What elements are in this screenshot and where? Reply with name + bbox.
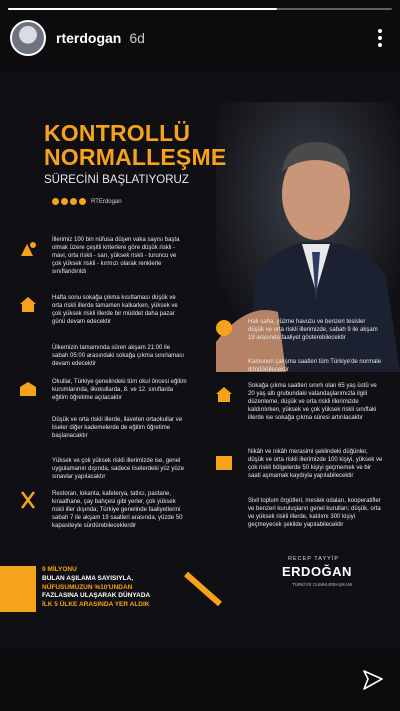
list-item: Halı saha, yüzme havuzu ve benzeri tesisler düşük ve orta riskli illerimizde, sabah 9 ile akşam 19 arasında faaliyet gösterebilecektir: [248, 319, 378, 342]
list-item: Yüksek ve çok yüksek riskli illerimizde ise, genel uygulamanın dışında, sadece liselerdeki yüz yüze sınavlar yapılacaktır: [52, 458, 185, 481]
list-item: Ülkemizin tamamında süren akşam 21:00 ile sabah 05:00 arasındaki sokağa çıkma sınırlaması devam edecektir: [52, 345, 185, 368]
calendar-icon: [214, 452, 234, 472]
banner-line: BULAN AŞILAMA SAYISIYLA,: [42, 574, 134, 582]
username[interactable]: rterdogan: [56, 30, 122, 46]
list-item: Okullar, Türkiye genelindeki tüm okul öncesi eğitim kurumlarında, ilkokullarda, 8. ve 12. sınıflarda eğitim öğretime açılacaktır: [52, 379, 187, 402]
story-progress-fill: [8, 8, 277, 10]
time-ago: 6d: [129, 30, 145, 46]
twitter-icon: [52, 198, 59, 205]
list-item: Kamunun çalışma saatleri tüm Türkiye'de normale döndürülecektir: [248, 359, 382, 374]
list-item: Nikâh ve nikâh merasimi şeklindeki düğünler, düşük ve orta riskli illerimizde 100 kişiyi, yüksek ve çok riskli bölgelerde 50 kişiyi geçmemek ve bir saati aşmamak kaydıyla yapılabilecektir: [248, 449, 383, 480]
list-item: İllerimiz 100 bin nüfusa düşen vaka sayısı başta olmak üzere çeşitli kriterlere göre düşük riskli - mavi, orta riskli - sarı, yüksek riskli - turuncu ve çok yüksek riskli - kırmızı olarak renklerle sınıflandırıldı: [52, 237, 180, 276]
cutlery-icon: [18, 490, 38, 510]
poster-subtitle: SÜRECİNİ BAŞLATIYORUZ: [44, 174, 189, 186]
list-item: Hafta sonu sokağa çıkma kısıtlaması düşük ve orta riskli illerde tamamen kalkarken, yüksek ve çok yüksek riskli illerde bir müddet daha pazar günü devam edecektir: [52, 295, 178, 326]
warning-person-icon: [18, 238, 38, 258]
signature-title: RECEP TAYYİP: [288, 556, 340, 562]
banner-line: NÜFUSUMUZUN %10'UNDAN: [42, 583, 133, 591]
youtube-icon: [70, 198, 77, 205]
list-item: Sokağa çıkma saatleri sınırlı olan 65 yaş üstü ve 20 yaş altı grubundaki vatandaşlarımızla ilgili düzenleme, düşük ve orta riskli illerimizde kaldırılırken, yüksek ve çok yüksek riskli sınıftaki illerde ise sokağa çıkma süresi artırılacaktır: [248, 383, 377, 422]
poster-title-line2: NORMALLEŞME: [44, 144, 227, 170]
send-icon[interactable]: [362, 669, 384, 691]
story-image: [0, 72, 400, 647]
avatar[interactable]: [10, 20, 46, 56]
accent-stripe: [0, 566, 36, 612]
social-handle: RTErdogan: [91, 198, 122, 205]
vaccination-banner: [0, 566, 230, 616]
signature-block: [240, 550, 390, 600]
signature-name: ERDOĞAN: [282, 564, 352, 579]
facebook-icon: [79, 198, 86, 205]
more-options-icon[interactable]: [370, 26, 390, 50]
social-handles: [52, 198, 122, 205]
list-item: Düşük ve orta riskli illerde, ilaveten ortaokullar ve liseler diğer kademelerde de eğitim öğretime başlanacaktır: [52, 417, 183, 440]
school-icon: [18, 378, 38, 398]
banner-line: İLK 5 ÜLKE ARASINDA YER ALDIK: [42, 601, 150, 609]
instagram-icon: [61, 198, 68, 205]
list-item: Restoran, lokanta, kafeterya, tatlıcı, pastane, kıraathane, çay bahçesi gibi yerler, çok yüksek riskli iller dışında; Türkiye genelinde faaliyetlerini sabah 7 ile akşam 19 saatleri arasında, yüzde 50 kapasiteyle sürdürebileceklerdir: [52, 491, 183, 530]
signature-role: TÜRKİYE CUMHURBAŞKANI: [292, 582, 353, 587]
house-icon: [214, 384, 234, 404]
house-icon: [18, 294, 38, 314]
ball-icon: [214, 318, 234, 338]
banner-line: FAZLASINA ULAŞARAK DÜNYADA: [42, 592, 151, 600]
story-header: [10, 18, 390, 58]
syringe-icon: [180, 568, 230, 612]
banner-line: 9 MİLYONU: [42, 566, 77, 573]
story-progress-bar: [8, 8, 392, 10]
list-item: Sivil toplum örgütleri, meslek odaları, kooperatifler ve benzeri kuruluşların genel kurulları; düşük, orta ve yüksek riskli illerde, katılımı 300 kişiyi geçmeyecek şekilde yapılabilecektir: [248, 498, 381, 529]
poster-title-line1: KONTROLLÜ: [44, 120, 191, 146]
